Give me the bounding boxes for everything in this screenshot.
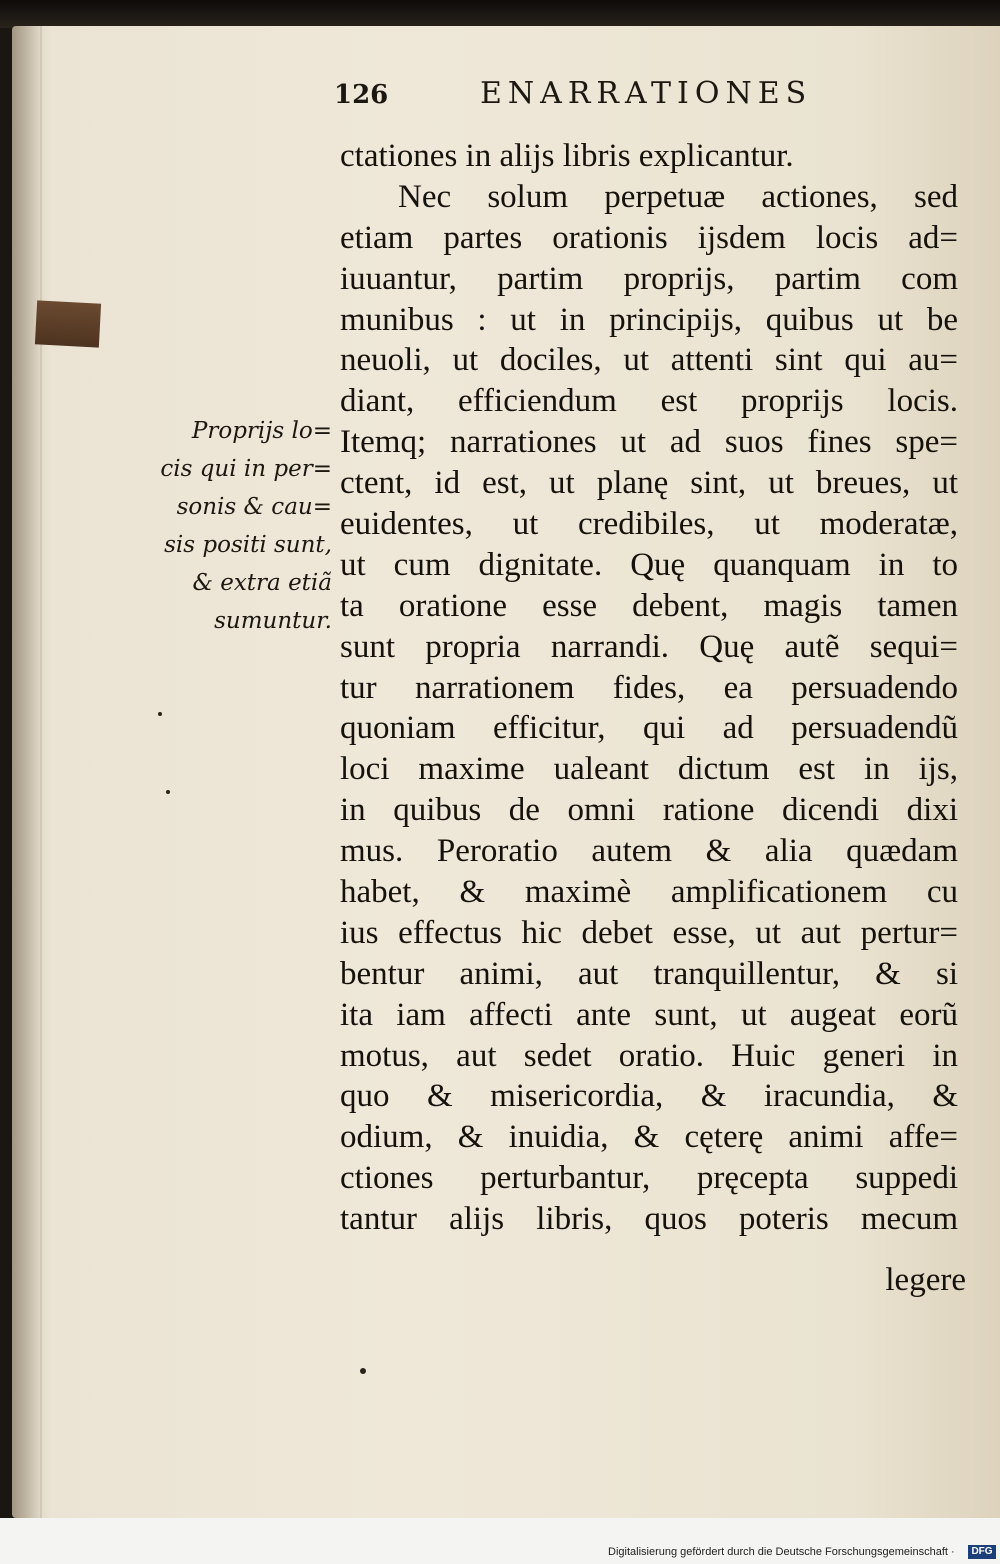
- marginal-note-line: cis qui in per=: [160, 456, 332, 482]
- body-line: odium, & inuidia, & cęterę animi affe=: [340, 1119, 958, 1156]
- body-line: ctent, id est, ut planę sint, ut breues, ut: [340, 465, 958, 502]
- marginal-note-line: sis positi sunt,: [164, 532, 332, 558]
- page-number: 126: [334, 80, 389, 110]
- body-line: sunt propria narrandi. Quę autẽ sequi=: [340, 628, 958, 665]
- body-line: diant, efficiendum est proprijs locis.: [340, 383, 958, 420]
- body-line: quoniam efficitur, qui ad persuadendũ: [340, 710, 958, 747]
- ink-speck: [166, 790, 170, 794]
- body-line: neuoli, ut dociles, ut attenti sint qui au=: [340, 342, 958, 379]
- body-line: iuuantur, partim proprijs, partim com: [340, 260, 958, 297]
- body-line: ut cum dignitate. Quę quanquam in to: [340, 546, 958, 583]
- body-text: [340, 136, 958, 1240]
- marginal-note-line: Proprijs lo=: [191, 418, 332, 444]
- body-line: ta oratione esse debent, magis tamen: [340, 587, 958, 624]
- body-line: Nec solum perpetuæ actiones, sed: [398, 178, 958, 215]
- body-line: ius effectus hic debet esse, ut aut pertur=: [340, 914, 958, 951]
- body-line: motus, aut sedet oratio. Huic generi in: [340, 1037, 958, 1074]
- ink-speck: [360, 1368, 366, 1374]
- dfg-logo: DFG: [968, 1545, 996, 1559]
- digitization-credit: Digitalisierung gefördert durch die Deutsche Forschungsgemeinschaft ·: [608, 1546, 955, 1558]
- body-line: mus. Peroratio autem & alia quædam: [340, 833, 958, 870]
- body-line: quo & misericordia, & iracundia, &: [340, 1078, 958, 1115]
- marginal-note-line: sonis & cau=: [176, 494, 332, 520]
- page-gutter-shadow: [12, 26, 42, 1518]
- catchword: legere: [885, 1262, 966, 1298]
- body-line: bentur animi, aut tranquillentur, & si: [340, 955, 958, 992]
- body-line: tantur alijs libris, quos poteris mecum: [340, 1201, 958, 1238]
- running-title: ENARRATIONES: [480, 76, 813, 111]
- body-line: habet, & maximè amplificationem cu: [340, 874, 958, 911]
- page-fold-line: [40, 26, 42, 1518]
- body-line: in quibus de omni ratione dicendi dixi: [340, 792, 958, 829]
- body-line: ctationes in alijs libris explicantur.: [340, 138, 794, 174]
- running-head: [334, 76, 954, 116]
- body-line: loci maxime ualeant dictum est in ijs,: [340, 751, 958, 788]
- marginal-note: [150, 412, 332, 640]
- marginal-note-line: sumuntur.: [214, 608, 332, 634]
- paper-tab-marker: [35, 300, 101, 347]
- body-line: ctiones perturbantur, pręcepta suppedi: [340, 1160, 958, 1197]
- marginal-note-line: & extra etiã: [192, 570, 332, 596]
- body-line: etiam partes orationis ijsdem locis ad=: [340, 219, 958, 256]
- body-line: ita iam affecti ante sunt, ut augeat eorũ: [340, 996, 958, 1033]
- body-line: Itemq; narrationes ut ad suos fines spe=: [340, 424, 958, 461]
- scan-top-edge: [0, 0, 1000, 28]
- body-line: munibus : ut in principijs, quibus ut be: [340, 301, 958, 338]
- body-line: tur narrationem fides, ea persuadendo: [340, 669, 958, 706]
- body-line: euidentes, ut credibiles, ut moderatæ,: [340, 506, 958, 543]
- ink-speck: [158, 712, 162, 716]
